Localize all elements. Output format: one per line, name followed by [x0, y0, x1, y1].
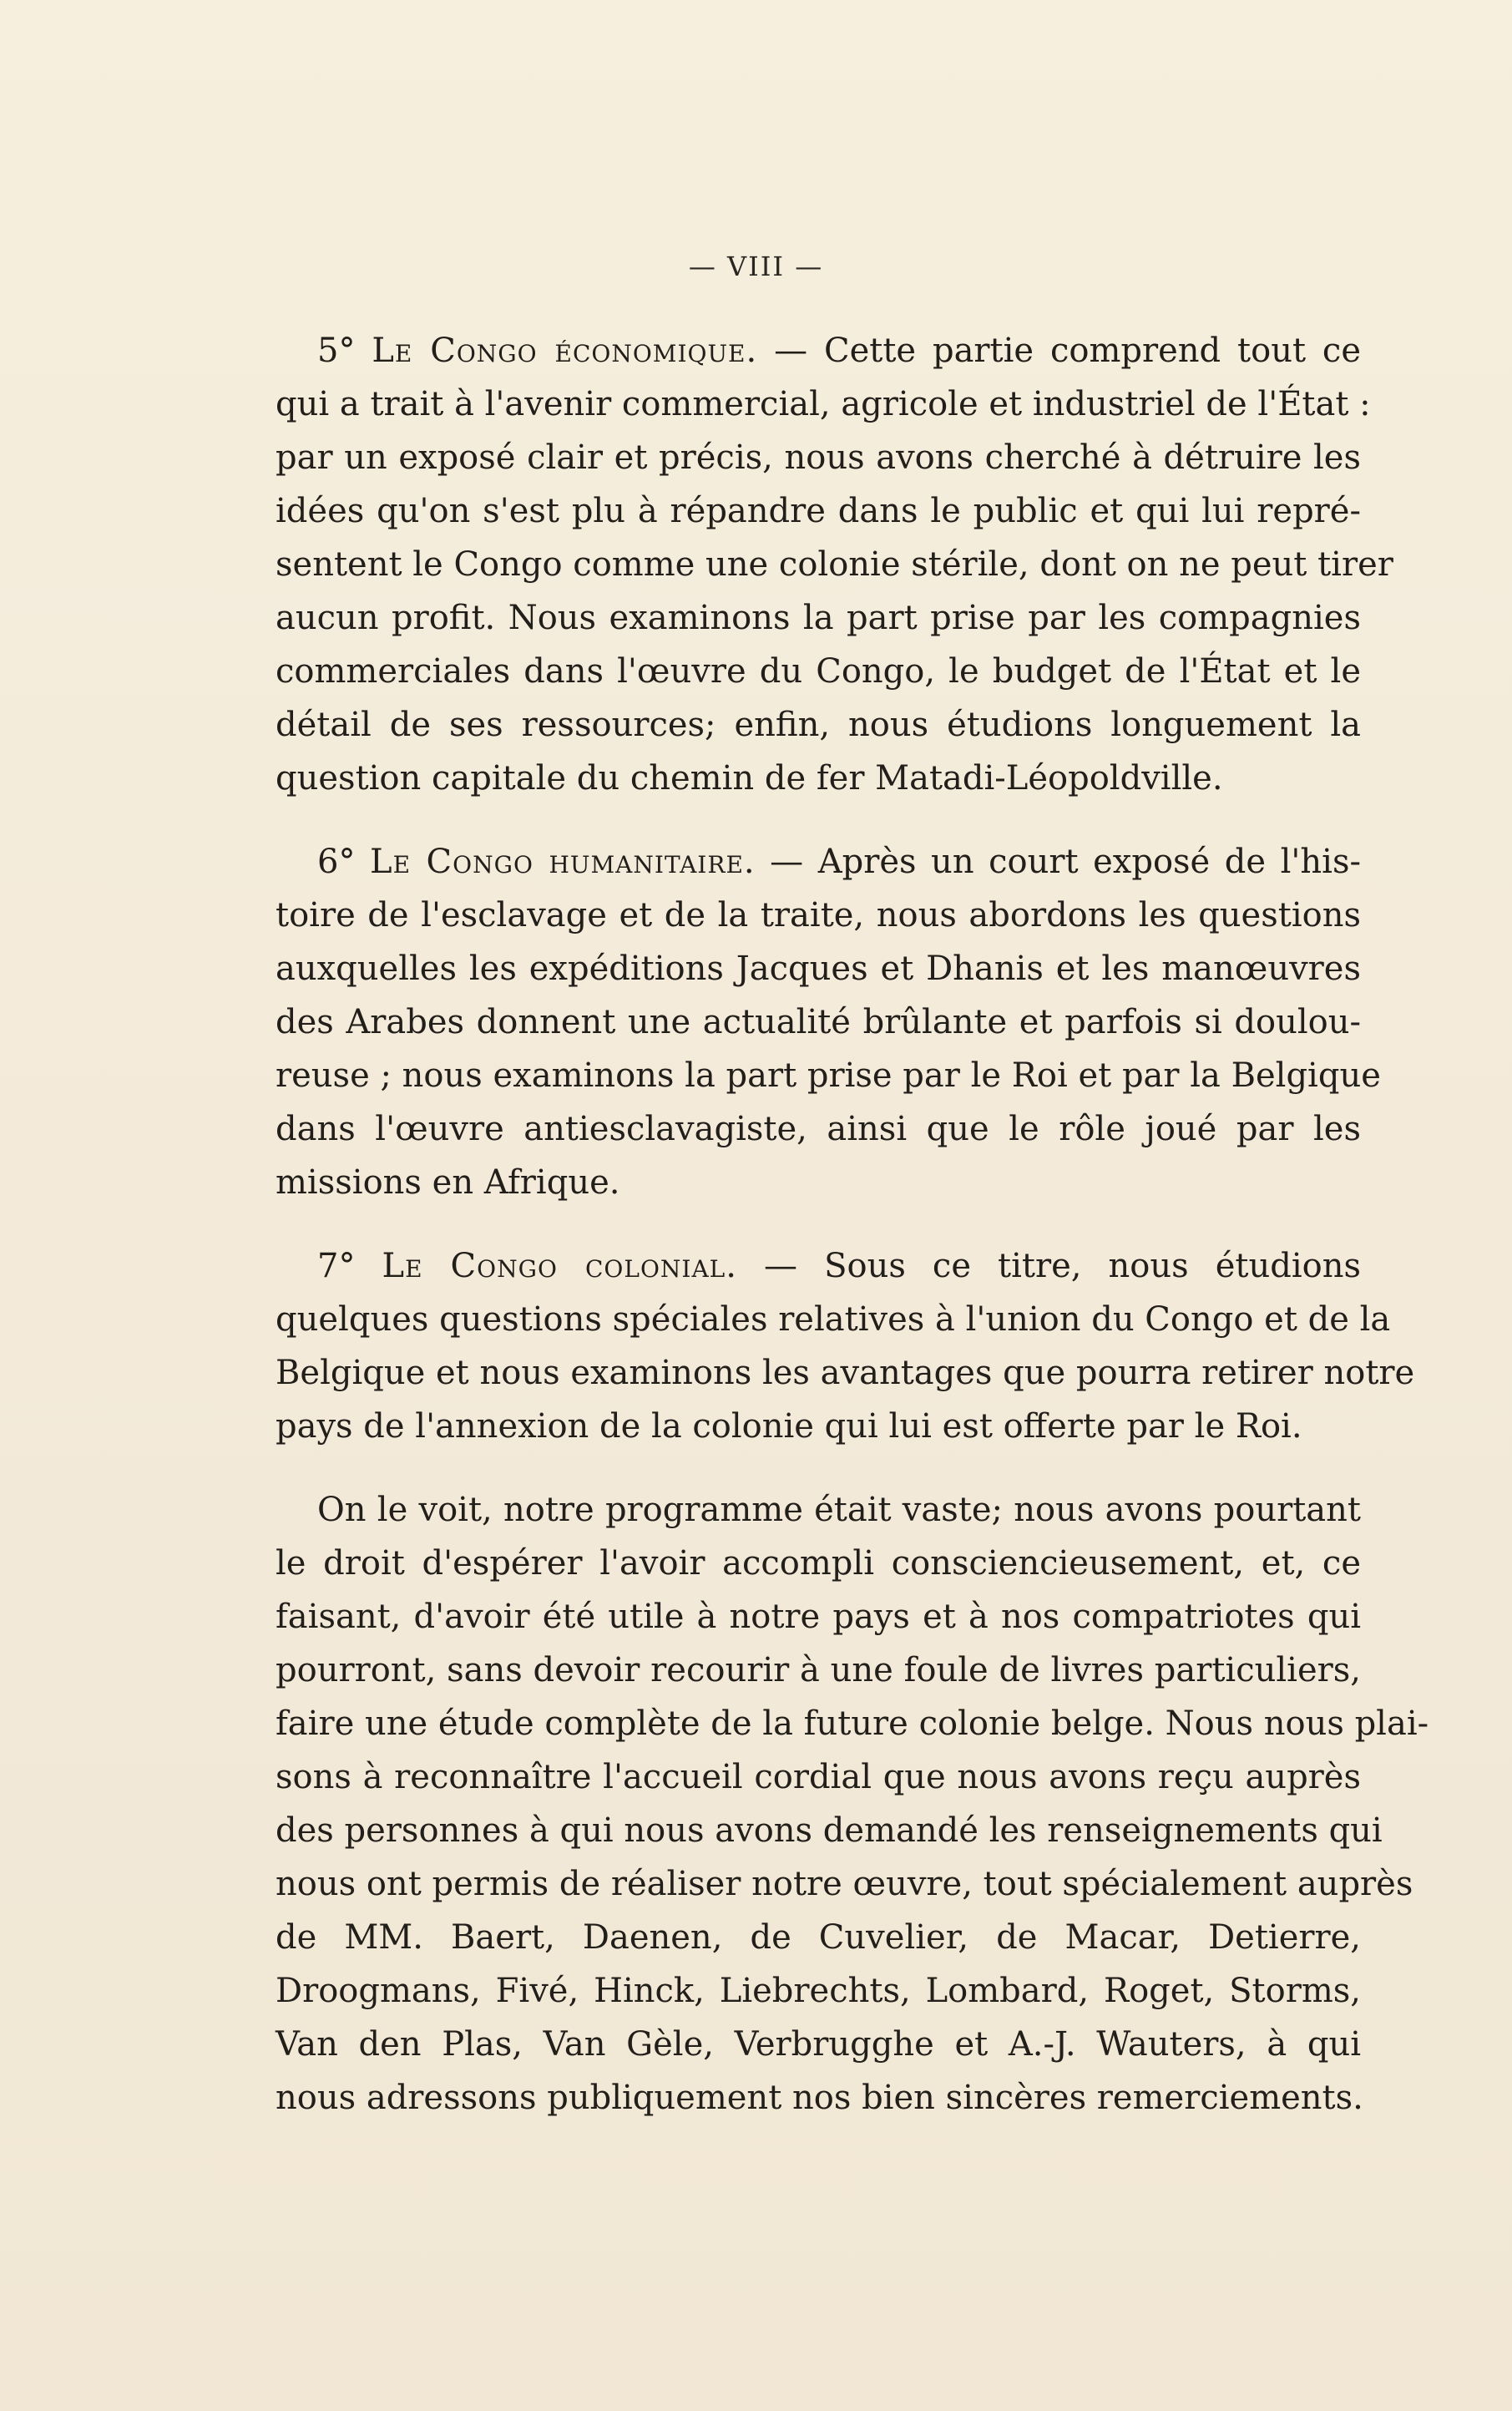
section-number: 5° — [317, 332, 356, 370]
section-colonial — [276, 1239, 1415, 1453]
paragraph-line — [276, 835, 1361, 889]
paragraph-line: Belgique et nous examinons les avantages que pourra retirer notre — [276, 1354, 1415, 1392]
line-text: Cette partie comprend tout ce — [824, 332, 1361, 370]
section-heading: Le Congo humanitaire. — [370, 843, 756, 881]
paragraph-line: des personnes à qui nous avons demandé les renseignements qui — [276, 1811, 1383, 1850]
section-economique — [276, 324, 1393, 805]
paragraph-line: sons à reconnaître l'accueil cordial que nous avons reçu auprès — [276, 1758, 1361, 1796]
paragraph-line: faisant, d'avoir été utile à notre pays et à nos compatriotes qui — [276, 1598, 1361, 1636]
paragraph-line: Van den Plas, Van Gèle, Verbrugghe et A.-J. Wauters, à qui — [276, 2025, 1361, 2064]
paragraph-line: pourront, sans devoir recourir à une foule de livres particuliers, — [276, 1651, 1361, 1689]
paragraph-line: aucun profit. Nous examinons la part prise par les compagnies — [276, 599, 1361, 637]
em-dash: — — [755, 843, 818, 881]
line-text: Après un court exposé de l'his- — [817, 843, 1361, 881]
line-text: Sous ce titre, nous étudions — [824, 1247, 1361, 1285]
page-body — [276, 324, 1429, 2155]
paragraph-line: par un exposé clair et précis, nous avons cherché à détruire les — [276, 438, 1361, 477]
paragraph-line: sentent le Congo comme une colonie stérile, dont on ne peut tirer — [276, 545, 1393, 584]
paragraph-line: le droit d'espérer l'avoir accompli consciencieusement, et, ce — [276, 1544, 1361, 1583]
paragraph-line: idées qu'on s'est plu à répandre dans le public et qui lui repré- — [276, 492, 1361, 530]
paragraph-line — [276, 1239, 1361, 1293]
closing-paragraph — [276, 1483, 1429, 2125]
paragraph-line — [276, 324, 1361, 377]
section-number: 7° — [317, 1247, 356, 1285]
paragraph-line: toire de l'esclavage et de la traite, nous abordons les questions — [276, 896, 1361, 935]
paragraph-line: des Arabes donnent une actualité brûlante et parfois si doulou- — [276, 1003, 1361, 1041]
section-heading: Le Congo colonial. — [382, 1247, 737, 1285]
paragraph-line: qui a trait à l'avenir commercial, agricole et industriel de l'État : — [276, 385, 1371, 423]
paragraph-line: dans l'œuvre antiesclavagiste, ainsi que le rôle joué par les — [276, 1110, 1361, 1148]
paragraph-line: faire une étude complète de la future colonie belge. Nous nous plai- — [276, 1704, 1429, 1743]
paragraph-line: pays de l'annexion de la colonie qui lui est offerte par le Roi. — [276, 1407, 1302, 1446]
paragraph-line: de MM. Baert, Daenen, de Cuvelier, de Macar, Detierre, — [276, 1918, 1361, 1957]
paragraph-line: quelques questions spéciales relatives à l'union du Congo et de la — [276, 1300, 1391, 1339]
paragraph-line: nous adressons publiquement nos bien sincères remerciements. — [276, 2079, 1363, 2117]
page-number: — VIII — — [688, 251, 824, 282]
paragraph-line: missions en Afrique. — [276, 1163, 620, 1202]
em-dash: — — [737, 1247, 825, 1285]
paragraph-line: question capitale du chemin de fer Matadi-Léopoldville. — [276, 759, 1223, 798]
paragraph-line: commerciales dans l'œuvre du Congo, le budget de l'État et le — [276, 652, 1361, 691]
paragraph-line: Droogmans, Fivé, Hinck, Liebrechts, Lombard, Roget, Storms, — [276, 1972, 1361, 2010]
section-humanitaire — [276, 835, 1381, 1209]
paragraph-line: nous ont permis de réaliser notre œuvre, tout spécialement auprès — [276, 1865, 1413, 1903]
paragraph-line: détail de ses ressources; enfin, nous étudions longuement la — [276, 706, 1361, 744]
paragraph-line: reuse ; nous examinons la part prise par le Roi et par la Belgique — [276, 1056, 1381, 1095]
em-dash: — — [757, 332, 824, 370]
paragraph-line: auxquelles les expéditions Jacques et Dhanis et les manœuvres — [276, 950, 1361, 988]
paragraph-line: On le voit, notre programme était vaste; nous avons pourtant — [317, 1491, 1361, 1529]
section-heading: Le Congo économique. — [372, 332, 758, 370]
section-number: 6° — [317, 843, 356, 881]
